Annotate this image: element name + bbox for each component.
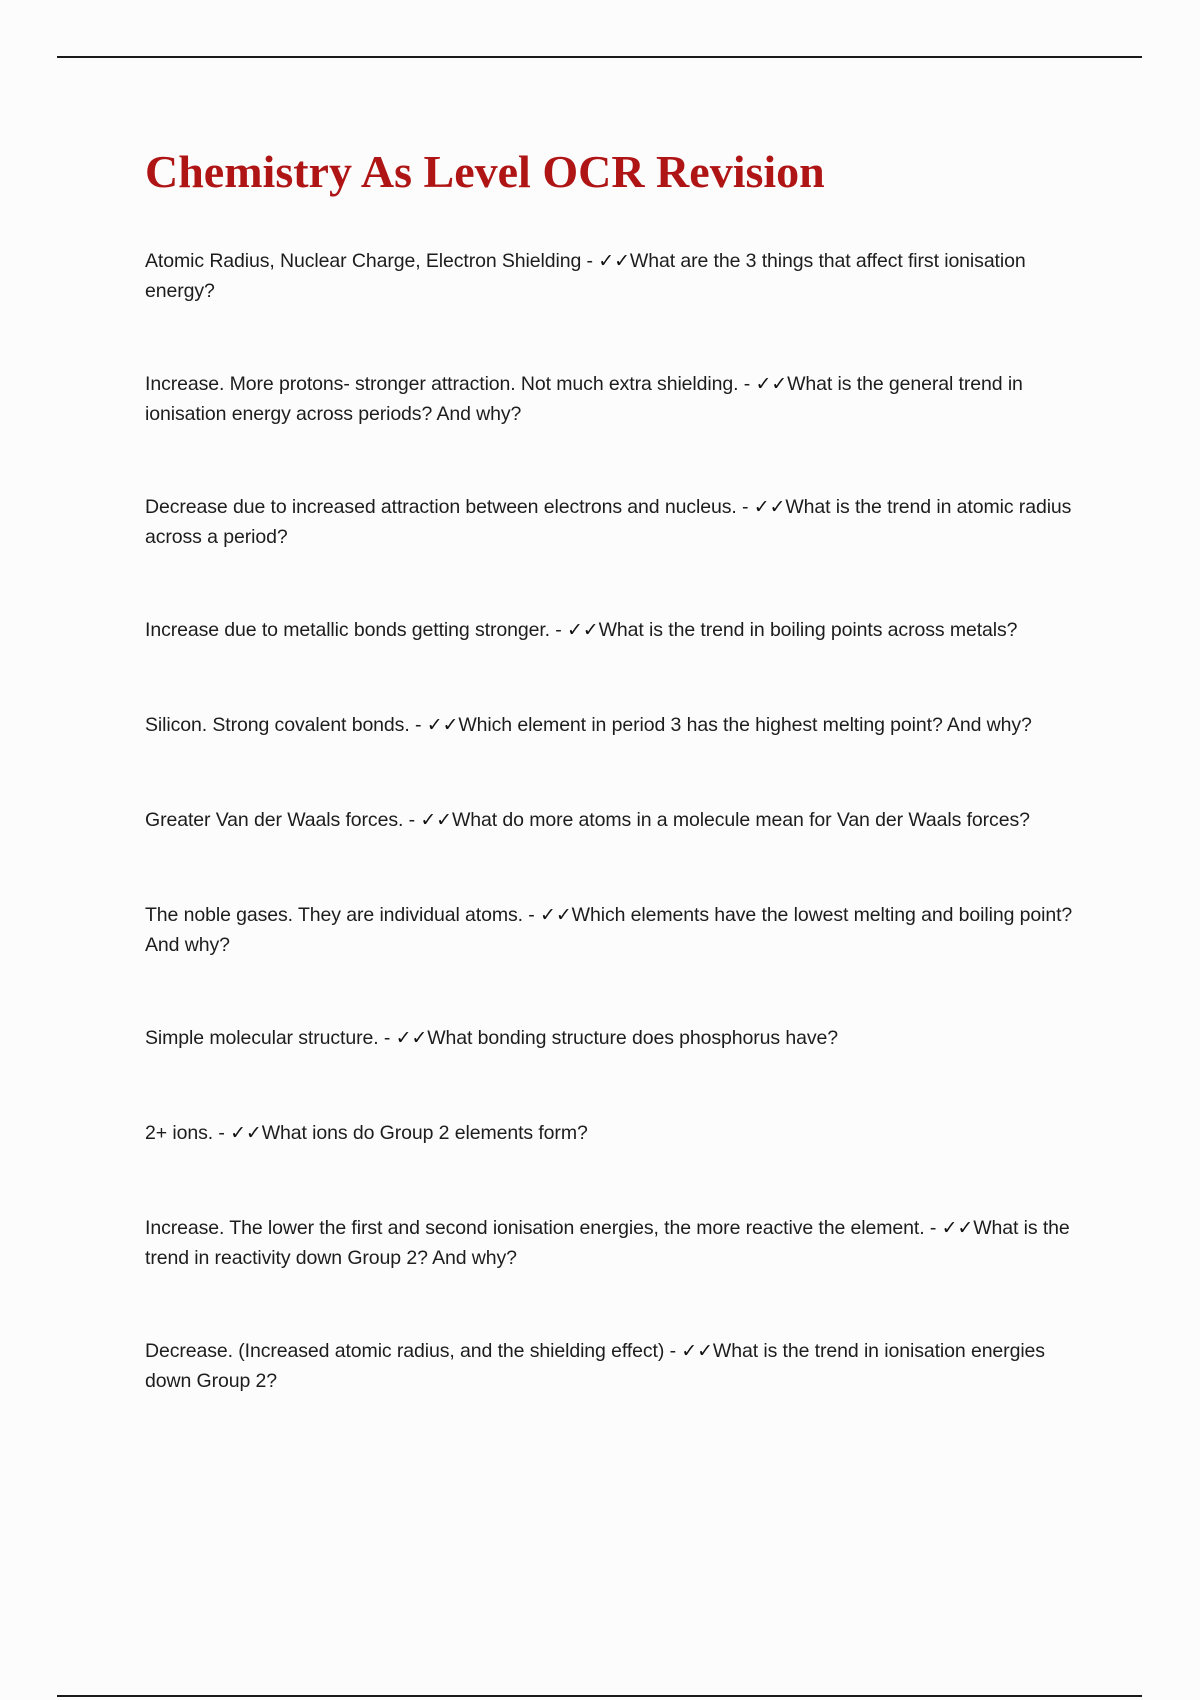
qa-separator: - [378, 1027, 396, 1049]
qa-question: What do more atoms in a molecule mean for Van der Waals forces? [451, 809, 1030, 831]
qa-list [145, 246, 1090, 1396]
double-check-icon: ✓✓ [230, 1122, 262, 1144]
qa-question: What is the trend in ionisation energies down Group 2? [145, 1340, 1045, 1392]
qa-question: What bonding structure does phosphorus have? [427, 1027, 839, 1049]
qa-item [145, 710, 1090, 740]
qa-separator: - [924, 1217, 942, 1239]
double-check-icon: ✓✓ [755, 373, 788, 395]
qa-answer: Greater Van der Waals forces. [145, 809, 404, 831]
qa-item [145, 1336, 1090, 1396]
double-check-icon: ✓✓ [426, 714, 459, 736]
qa-question: What is the trend in boiling points across metals? [598, 619, 1018, 641]
qa-separator: - [522, 904, 541, 926]
qa-item [145, 1023, 1090, 1053]
qa-separator: - [213, 1122, 231, 1144]
qa-answer: Decrease. (Increased atomic radius, and the shielding effect) [145, 1340, 665, 1362]
qa-item [145, 492, 1090, 552]
double-check-icon: ✓✓ [540, 904, 572, 926]
qa-item [145, 369, 1090, 429]
qa-separator: - [736, 496, 754, 518]
qa-separator: - [549, 619, 567, 641]
qa-answer: 2+ ions. [145, 1122, 214, 1144]
qa-answer: The noble gases. They are individual atoms. [145, 904, 523, 926]
document-title: Chemistry As Level OCR Revision [145, 146, 825, 197]
qa-separator: - [738, 373, 756, 395]
qa-answer: Simple molecular structure. [145, 1027, 379, 1049]
qa-separator: - [403, 809, 421, 831]
double-check-icon: ✓✓ [598, 250, 630, 272]
qa-item [145, 615, 1090, 645]
qa-answer: Increase. More protons- stronger attraction. Not much extra shielding. [145, 373, 739, 395]
qa-question: Which elements have the lowest melting and boiling point? And why? [145, 904, 1073, 956]
qa-answer: Silicon. Strong covalent bonds. [145, 714, 410, 736]
header-rule [57, 56, 1142, 58]
double-check-icon: ✓✓ [681, 1340, 713, 1362]
double-check-icon: ✓✓ [395, 1027, 428, 1049]
qa-item [145, 805, 1090, 835]
qa-question: Which element in period 3 has the highest melting point? And why? [458, 714, 1032, 736]
qa-separator: - [409, 714, 427, 736]
qa-item [145, 900, 1090, 960]
qa-answer: Decrease due to increased attraction between electrons and nucleus. [145, 496, 737, 518]
double-check-icon: ✓✓ [753, 496, 786, 518]
double-check-icon: ✓✓ [941, 1217, 974, 1239]
qa-question: What is the general trend in ionisation energy across periods? And why? [145, 373, 1023, 425]
double-check-icon: ✓✓ [420, 809, 452, 831]
qa-item [145, 246, 1090, 306]
qa-question: What are the 3 things that affect first ionisation energy? [145, 250, 1026, 302]
qa-question: What is the trend in atomic radius across a period? [145, 496, 1072, 548]
qa-separator: - [581, 250, 599, 272]
qa-separator: - [664, 1340, 682, 1362]
qa-answer: Increase due to metallic bonds getting stronger. [145, 619, 550, 641]
footer-rule [57, 1695, 1142, 1697]
qa-question: What ions do Group 2 elements form? [261, 1122, 588, 1144]
qa-answer: Atomic Radius, Nuclear Charge, Electron Shielding [145, 250, 582, 272]
qa-question: What is the trend in reactivity down Group 2? And why? [145, 1217, 1070, 1269]
qa-item [145, 1118, 1090, 1148]
double-check-icon: ✓✓ [566, 619, 599, 641]
qa-answer: Increase. The lower the first and second ionisation energies, the more reactive the element. [145, 1217, 925, 1239]
qa-item [145, 1213, 1090, 1273]
